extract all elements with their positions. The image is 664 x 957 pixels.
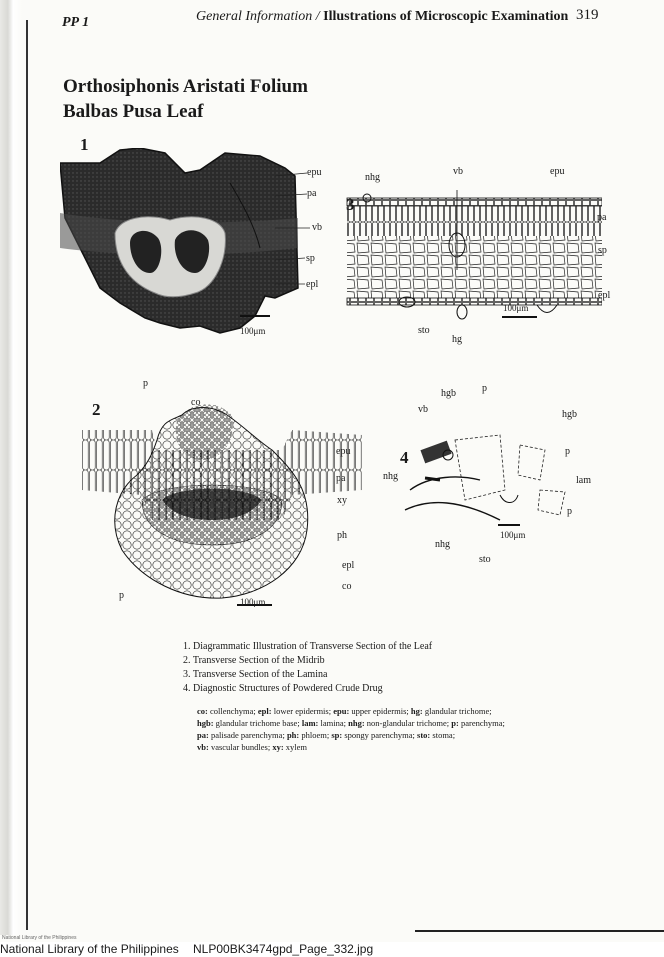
- fig2-scale-bar-label: 100μm: [240, 597, 266, 607]
- figure-2-number: 2: [92, 400, 101, 419]
- footer-library-name: National Library of the Philippines: [0, 942, 179, 956]
- legend-text: parenchyma;: [458, 718, 505, 728]
- fig4-label-vb: vb: [418, 404, 428, 415]
- fig2-label-co-bottom: co: [342, 581, 352, 592]
- legend-text: lamina;: [318, 718, 349, 728]
- legend-abbr: epu:: [333, 706, 350, 716]
- figure-4-number: 4: [400, 448, 409, 467]
- book-spine-shadow: [0, 0, 22, 935]
- legend-abbr: pa:: [197, 730, 209, 740]
- fig4-label-sto: sto: [479, 554, 491, 565]
- running-header-section: PP 1: [62, 15, 90, 30]
- legend-text: glandular trichome;: [422, 706, 492, 716]
- caption-3: 3. Transverse Section of the Lamina: [183, 669, 328, 680]
- fig2-label-ph: ph: [337, 530, 347, 541]
- fig3-label-nhg: nhg: [365, 172, 380, 183]
- fig2-label-epu: epu: [336, 446, 351, 457]
- figure-1-number: 1: [80, 135, 89, 154]
- fig1-label-epu: epu: [307, 167, 322, 178]
- legend-text: lower epidermis;: [271, 706, 334, 716]
- legend-abbr: lam:: [301, 718, 319, 728]
- fig4-label-nhg-left: nhg: [383, 471, 398, 482]
- fig4-label-hgb-top: hgb: [441, 388, 456, 399]
- abbreviation-legend: [197, 705, 557, 753]
- legend-abbr: xy:: [272, 742, 284, 752]
- legend-abbr: hgb:: [197, 718, 214, 728]
- legend-abbr: p:: [451, 718, 459, 728]
- figure-3-lamina-section-drawing: [342, 170, 602, 345]
- legend-text: xylem: [283, 742, 308, 752]
- fig2-label-pa: pa: [336, 473, 346, 484]
- caption-4: 4. Diagnostic Structures of Powdered Crude Drug: [183, 683, 383, 694]
- monograph-title-common: Balbas Pusa Leaf: [63, 101, 204, 122]
- fig4-label-nhg-bottom: nhg: [435, 539, 450, 550]
- legend-text: stoma;: [430, 730, 456, 740]
- fig1-label-vb: vb: [312, 222, 322, 233]
- legend-text: glandular trichome base;: [213, 718, 302, 728]
- fig4-label-p-right: p: [565, 446, 570, 457]
- legend-abbr: hg:: [410, 706, 423, 716]
- figure-1-leaf-section-diagram: [60, 148, 300, 348]
- fig1-scale-bar-label: 100μm: [240, 326, 266, 336]
- legend-text: non-glandular trichome;: [364, 718, 452, 728]
- caption-2: 2. Transverse Section of the Midrib: [183, 655, 325, 666]
- header-subtitle: Illustrations of Microscopic Examination: [323, 9, 569, 24]
- fig2-label-p-bottom: p: [119, 590, 124, 601]
- legend-text: collenchyma;: [207, 706, 258, 716]
- legend-text: phloem;: [299, 730, 332, 740]
- caption-1: 1. Diagrammatic Illustration of Transverse Section of the Leaf: [183, 641, 433, 652]
- fig3-label-sp: sp: [598, 245, 607, 256]
- legend-text: spongy parenchyma;: [342, 730, 418, 740]
- fig4-label-p-top: p: [482, 383, 487, 394]
- legend-line-4: [197, 741, 557, 753]
- fig1-label-sp: sp: [306, 253, 315, 264]
- fig3-label-epu: epu: [550, 166, 565, 177]
- fig4-label-lam: lam: [576, 475, 591, 486]
- fig2-label-xy: xy: [337, 495, 347, 506]
- footer-file-name: NLP00BK3474gpd_Page_332.jpg: [193, 942, 374, 956]
- legend-text: palisade parenchyma;: [208, 730, 287, 740]
- fig1-label-epl: epl: [306, 279, 319, 290]
- fig4-scale-bar-label: 100μm: [500, 530, 526, 540]
- fig3-label-pa: pa: [597, 212, 607, 223]
- scan-footer: [0, 942, 664, 957]
- fig3-label-vb: vb: [453, 166, 463, 177]
- legend-line-3: [197, 729, 557, 741]
- legend-line-1: [197, 705, 557, 717]
- figure-2-midrib-section-drawing: [82, 380, 362, 610]
- fig4-label-p-bottom: p: [567, 506, 572, 517]
- fig4-label-hgb-right: hgb: [562, 409, 577, 420]
- fig2-label-p-top: p: [143, 378, 148, 389]
- fig2-label-co-top: co: [191, 397, 201, 408]
- legend-text: vascular bundles;: [208, 742, 273, 752]
- legend-abbr: epl:: [257, 706, 272, 716]
- header-category: General Information /: [196, 9, 320, 24]
- monograph-title-latin: Orthosiphonis Aristati Folium: [63, 76, 308, 97]
- fig3-label-sto: sto: [418, 325, 430, 336]
- running-header: [196, 9, 568, 25]
- legend-abbr: co:: [197, 706, 208, 716]
- legend-abbr: nhg:: [348, 718, 365, 728]
- footer-rule: [415, 930, 664, 932]
- figure-captions: [183, 640, 432, 696]
- fig3-label-epl: epl: [598, 290, 611, 301]
- fig1-label-pa: pa: [307, 188, 317, 199]
- legend-abbr: vb:: [197, 742, 209, 752]
- legend-abbr: sto:: [417, 730, 431, 740]
- legend-abbr: sp:: [331, 730, 343, 740]
- page-number: 319: [576, 7, 599, 23]
- fig1-leader-lines: [275, 168, 310, 288]
- fig3-scale-bar-label: 100μm: [503, 303, 529, 313]
- page-margin-line: [26, 20, 28, 930]
- fig2-label-epl: epl: [342, 560, 355, 571]
- legend-abbr: ph:: [286, 730, 300, 740]
- footer-tiny-imprint: National Library of the Philippines: [2, 935, 77, 941]
- legend-text: upper epidermis;: [349, 706, 411, 716]
- legend-line-2: [197, 717, 557, 729]
- fig3-label-hg: hg: [452, 334, 462, 345]
